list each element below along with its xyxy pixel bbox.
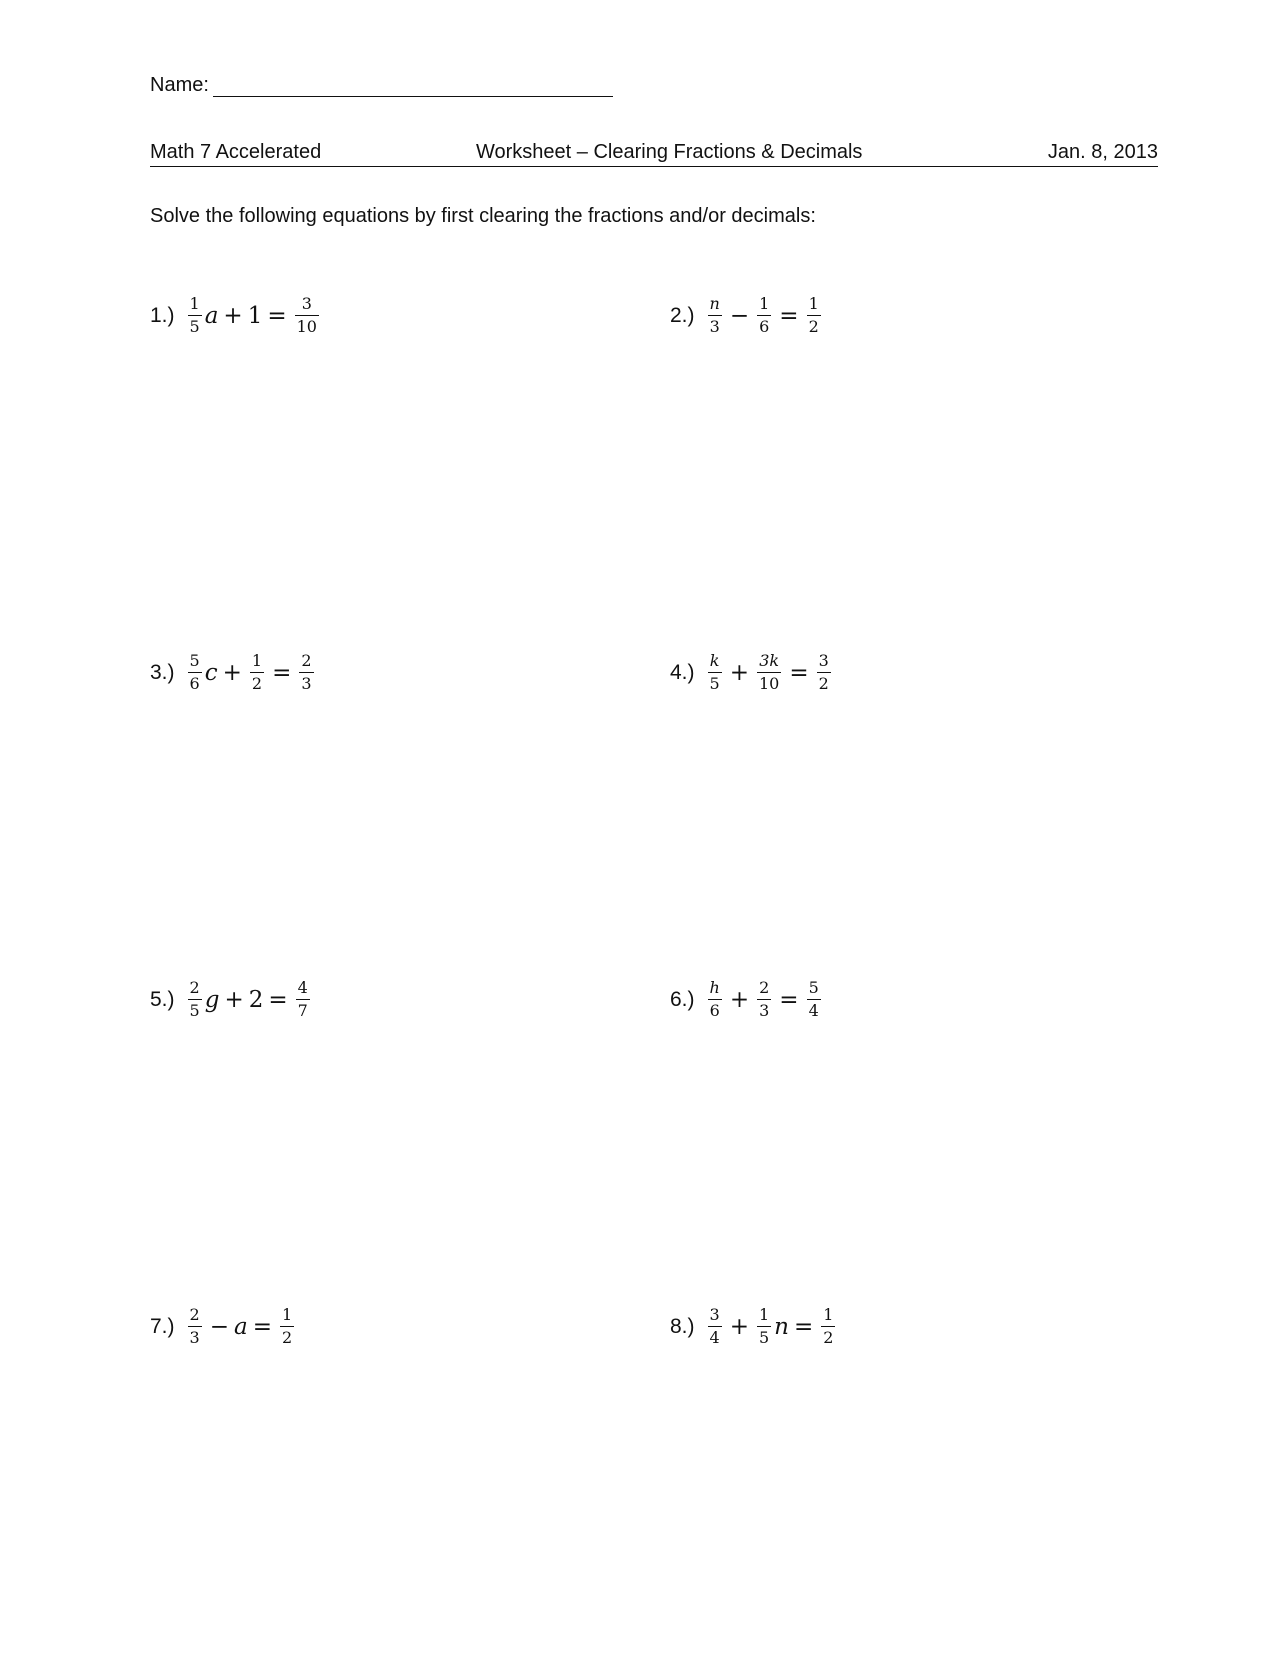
worksheet-date: Jan. 8, 2013	[1047, 141, 1158, 163]
fraction: $\frac{n}{3}$	[709, 294, 720, 336]
fraction: $\frac{2}{3}$	[759, 978, 770, 1020]
equals-sign: =	[794, 1313, 814, 1340]
problem-number: 4.)	[670, 660, 695, 684]
variable: a	[204, 302, 219, 329]
operator: −	[729, 302, 750, 329]
fraction: $\frac{h}{6}$	[709, 978, 720, 1020]
fraction: $\frac{3k}{10}$	[758, 651, 780, 693]
fraction: $\frac{2}{3}$	[301, 651, 312, 693]
operator: +	[729, 986, 750, 1013]
fraction: $\frac{k}{5}$	[709, 651, 720, 693]
fraction: $\frac{1}{2}$	[823, 1305, 834, 1347]
fraction: $\frac{3}{2}$	[818, 651, 829, 693]
problem-number: 7.)	[150, 1314, 175, 1338]
equation	[185, 296, 322, 335]
equation	[185, 653, 317, 692]
problem-number: 3.)	[150, 660, 175, 684]
equals-sign: =	[779, 302, 799, 329]
problem-number: 5.)	[150, 987, 175, 1011]
fraction: $\frac{1}{2}$	[281, 1305, 293, 1347]
equals-sign: =	[267, 302, 287, 329]
worksheet-title: Worksheet – Clearing Fractions & Decimals	[476, 141, 863, 163]
fraction: $\frac{3}{4}$	[709, 1305, 720, 1347]
name-field[interactable]	[150, 74, 613, 97]
equation	[705, 980, 824, 1019]
fraction: $\frac{5}{6}$	[189, 651, 200, 693]
instructions: Solve the following equations by first clearing the fractions and/or decimals:	[150, 205, 816, 227]
fraction: $\frac{5}{4}$	[808, 978, 819, 1020]
problem-8	[670, 1307, 838, 1346]
problem-number: 8.)	[670, 1314, 695, 1338]
variable: c	[204, 659, 218, 686]
constant: 1	[247, 302, 263, 329]
fraction: $\frac{4}{7}$	[297, 978, 308, 1020]
variable: n	[774, 1313, 789, 1340]
equation	[705, 653, 834, 692]
fraction: $\frac{1}{5}$	[758, 1305, 770, 1347]
variable: a	[233, 1313, 248, 1340]
equals-sign: =	[789, 659, 809, 686]
name-label: Name:	[150, 74, 209, 96]
problem-2	[670, 296, 824, 335]
problem-number: 6.)	[670, 987, 695, 1011]
operator: +	[729, 659, 749, 686]
fraction: $\frac{2}{3}$	[189, 1305, 200, 1347]
fraction: $\frac{3}{10}$	[296, 294, 317, 336]
problem-4	[670, 653, 834, 692]
variable: g	[204, 986, 220, 1013]
problem-7	[150, 1307, 297, 1346]
operator: +	[223, 302, 243, 329]
fraction: $\frac{2}{5}$	[189, 978, 200, 1020]
name-blank-line[interactable]	[213, 74, 613, 97]
problem-1	[150, 296, 322, 335]
operator: −	[209, 1313, 229, 1340]
equation	[705, 296, 824, 335]
equals-sign: =	[779, 986, 799, 1013]
operator: +	[224, 986, 244, 1013]
equation	[185, 980, 313, 1019]
course-name: Math 7 Accelerated	[150, 141, 322, 163]
fraction: $\frac{1}{2}$	[808, 294, 819, 336]
worksheet-header	[150, 138, 1158, 167]
problem-5	[150, 980, 313, 1019]
equals-sign: =	[252, 1313, 272, 1340]
constant: 2	[248, 986, 264, 1013]
problem-number: 2.)	[670, 303, 695, 327]
operator: +	[729, 1313, 749, 1340]
equation	[705, 1307, 839, 1346]
fraction: $\frac{1}{5}$	[189, 294, 200, 336]
equals-sign: =	[268, 986, 288, 1013]
equals-sign: =	[272, 659, 292, 686]
fraction: $\frac{1}{6}$	[759, 294, 770, 336]
problem-6	[670, 980, 824, 1019]
problem-3	[150, 653, 317, 692]
operator: +	[222, 659, 242, 686]
equation	[185, 1307, 298, 1346]
problem-number: 1.)	[150, 303, 175, 327]
fraction: $\frac{1}{2}$	[251, 651, 263, 693]
